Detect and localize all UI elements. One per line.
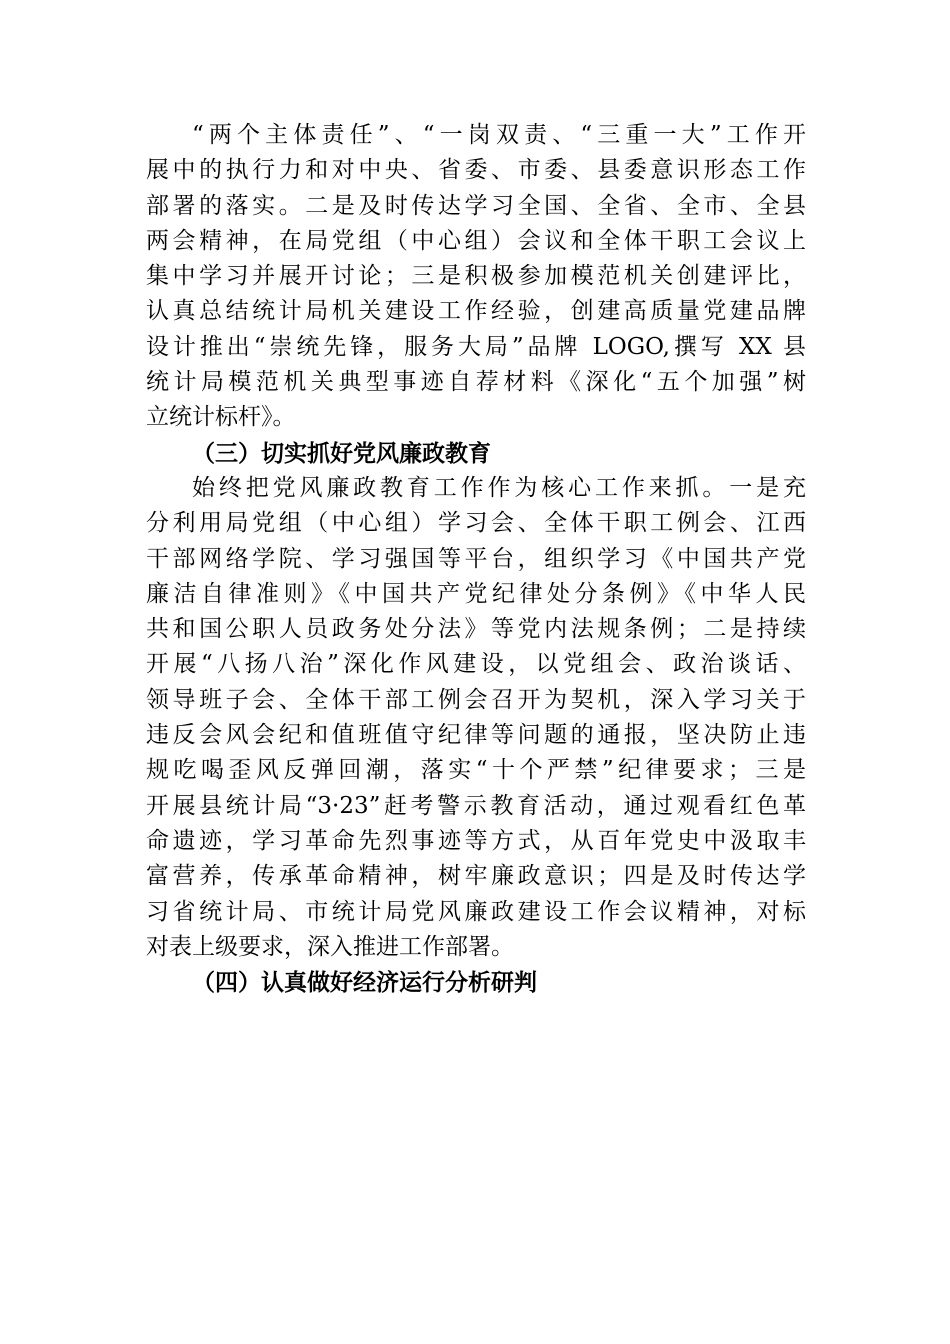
- section-heading-4: （四）认真做好经济运行分析研判: [192, 969, 537, 997]
- text-line: “两个主体责任”、“一岗双责、“三重一大”工作开: [192, 122, 806, 148]
- text-line: 统计局模范机关典型事迹自荐材料《深化“五个加强”树: [146, 369, 806, 396]
- text-line: 干部网络学院、学习强国等平台，组织学习《中国共产党: [146, 545, 806, 572]
- text-line: 领导班子会、全体干部工例会召开为契机，深入学习关于: [146, 686, 806, 713]
- text-line: 开展“八扬八治”深化作风建设，以党组会、政治谈话、: [146, 651, 806, 678]
- text-line: 共和国公职人员政务处分法》等党内法规条例；二是持续: [146, 616, 806, 643]
- text-line: 展中的执行力和对中央、省委、市委、县委意识形态工作: [146, 157, 806, 184]
- text-line: 认真总结统计局机关建设工作经验，创建高质量党建品牌: [146, 298, 806, 325]
- paragraph-party-responsibility: [146, 118, 806, 436]
- text-line: 习省统计局、市统计局党风廉政建设工作会议精神，对标: [146, 898, 806, 925]
- document-body: [146, 118, 806, 1000]
- text-line: 规吃喝歪风反弹回潮，落实“十个严禁”纪律要求；三是: [146, 757, 806, 784]
- paragraph-integrity-education: [146, 471, 806, 965]
- text-line: 富营养，传承革命精神，树牢廉政意识；四是及时传达学: [146, 863, 806, 890]
- text-line: 开展县统计局“3·23”赶考警示教育活动，通过观看红色革: [146, 792, 806, 819]
- section-heading-3: （三）切实抓好党风廉政教育: [192, 439, 491, 467]
- text-line: 分利用局党组（中心组）学习会、全体干职工例会、江西: [146, 510, 806, 537]
- text-line: 始终把党风廉政教育工作作为核心工作来抓。一是充: [192, 474, 806, 501]
- text-line: 对表上级要求，深入推进工作部署。: [146, 933, 514, 960]
- text-line: 集中学习并展开讨论；三是积极参加模范机关创建评比，: [146, 263, 806, 290]
- text-line: 廉洁自律准则》《中国共产党纪律处分条例》《中华人民: [146, 580, 806, 607]
- text-line: 违反会风会纪和值班值守纪律等问题的通报，坚决防止违: [146, 722, 806, 749]
- text-line: 部署的落实。二是及时传达学习全国、全省、全市、全县: [146, 192, 806, 219]
- text-line: 两会精神，在局党组（中心组）会议和全体干职工会议上: [146, 227, 806, 254]
- text-line: 立统计标杆》。: [146, 404, 296, 431]
- text-line: 命遗迹，学习革命先烈事迹等方式，从百年党史中汲取丰: [146, 827, 806, 854]
- text-line: 设计推出“崇统先锋，服务大局”品牌 LOGO,撰写 XX 县: [146, 333, 806, 360]
